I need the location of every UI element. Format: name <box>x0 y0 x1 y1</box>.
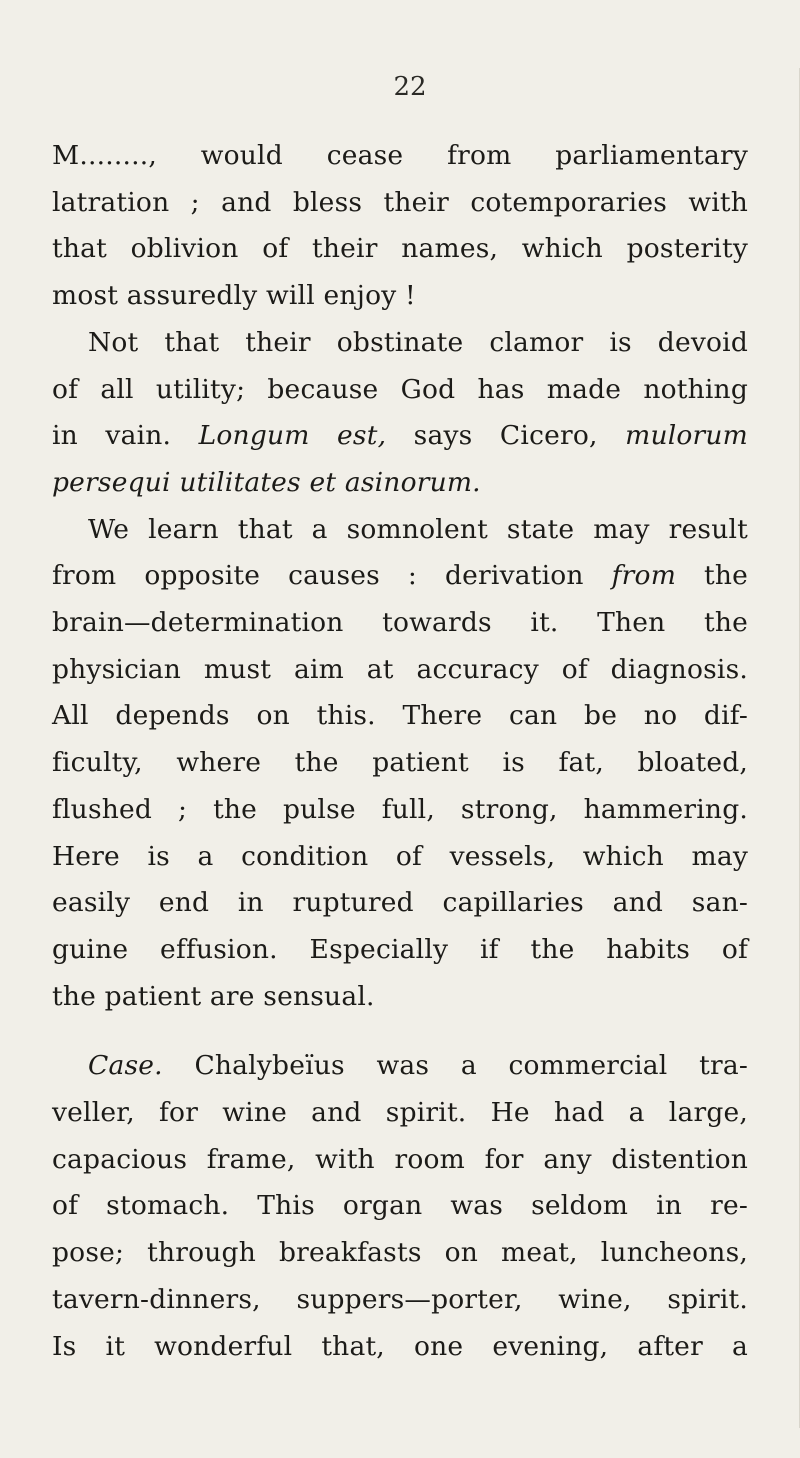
text-line <box>52 460 748 507</box>
text-line <box>52 740 748 787</box>
text-run: the <box>676 560 748 592</box>
text-run: tavern-dinners, suppers—porter, wine, spirit. <box>52 1283 748 1315</box>
text-line <box>52 320 748 367</box>
text-line <box>52 1137 748 1184</box>
text-run: of all utility; because God has made nothing <box>52 373 748 405</box>
text-line <box>52 787 748 834</box>
text-run: brain—determination towards it. Then the <box>52 607 748 639</box>
text-run: that oblivion of their names, which posterity <box>52 233 748 265</box>
paragraph-gap <box>52 1020 748 1043</box>
italic-text: Longum est, <box>198 420 387 452</box>
text-run: latration ; and bless their cotemporaries with <box>52 186 748 218</box>
text-run: in vain. <box>52 420 199 452</box>
text-line <box>52 1324 748 1371</box>
italic-text: persequi utilitates et asinorum. <box>52 466 481 498</box>
text-run: Is it wonderful that, one evening, after a <box>52 1330 748 1362</box>
page-number: 22 <box>393 72 427 102</box>
text-run: We learn that a somnolent state may result <box>88 513 748 545</box>
text-line <box>52 1090 748 1137</box>
text-run: of stomach. This organ was seldom in re- <box>52 1190 748 1222</box>
text-line <box>52 553 748 600</box>
text-line <box>52 1277 748 1324</box>
text-run: M........, would cease from parliamentary <box>52 140 748 171</box>
italic-text: mulorum <box>625 420 748 452</box>
italic-text: from <box>611 560 677 592</box>
text-run: pose; through breakfasts on meat, luncheons, <box>52 1237 748 1269</box>
text-line <box>52 880 748 927</box>
text-line <box>52 273 748 320</box>
text-line <box>52 1183 748 1230</box>
text-run: ficulty, where the patient is fat, bloated, <box>52 747 748 779</box>
paragraph <box>52 320 748 507</box>
text-line <box>52 834 748 881</box>
body-text <box>52 133 748 1370</box>
text-run: veller, for wine and spirit. He had a large, <box>52 1097 748 1129</box>
text-line <box>52 1043 748 1090</box>
text-run: All depends on this. There can be no dif- <box>52 700 748 732</box>
text-run: capacious frame, with room for any distention <box>52 1143 748 1175</box>
text-run: Here is a condition of vessels, which may <box>52 840 748 872</box>
text-run: the patient are sensual. <box>52 980 375 1012</box>
text-run: most assuredly will enjoy ! <box>52 280 416 312</box>
text-line <box>52 367 748 414</box>
text-line <box>52 413 748 460</box>
text-line <box>52 180 748 227</box>
text-run: flushed ; the pulse full, strong, hammering. <box>52 793 748 825</box>
text-run: from opposite causes : derivation <box>52 560 612 592</box>
text-line <box>52 974 748 1021</box>
text-line <box>52 600 748 647</box>
text-line <box>52 226 748 273</box>
text-run: says Cicero, <box>386 420 626 452</box>
italic-text: Case. <box>88 1050 163 1082</box>
text-run: Not that their obstinate clamor is devoid <box>88 326 748 358</box>
text-line <box>52 693 748 740</box>
text-run: physician must aim at accuracy of diagnosis. <box>52 653 748 685</box>
text-line <box>52 927 748 974</box>
paragraph <box>52 1043 748 1370</box>
text-run: easily end in ruptured capillaries and san- <box>52 887 748 919</box>
paragraph <box>52 133 748 320</box>
text-run: Chalybeïus was a commercial tra- <box>162 1050 748 1082</box>
text-line <box>52 133 748 180</box>
text-line <box>52 647 748 694</box>
paragraph <box>52 507 748 1021</box>
text-line <box>52 507 748 554</box>
text-line <box>52 1230 748 1277</box>
text-run: guine effusion. Especially if the habits of <box>52 933 748 965</box>
